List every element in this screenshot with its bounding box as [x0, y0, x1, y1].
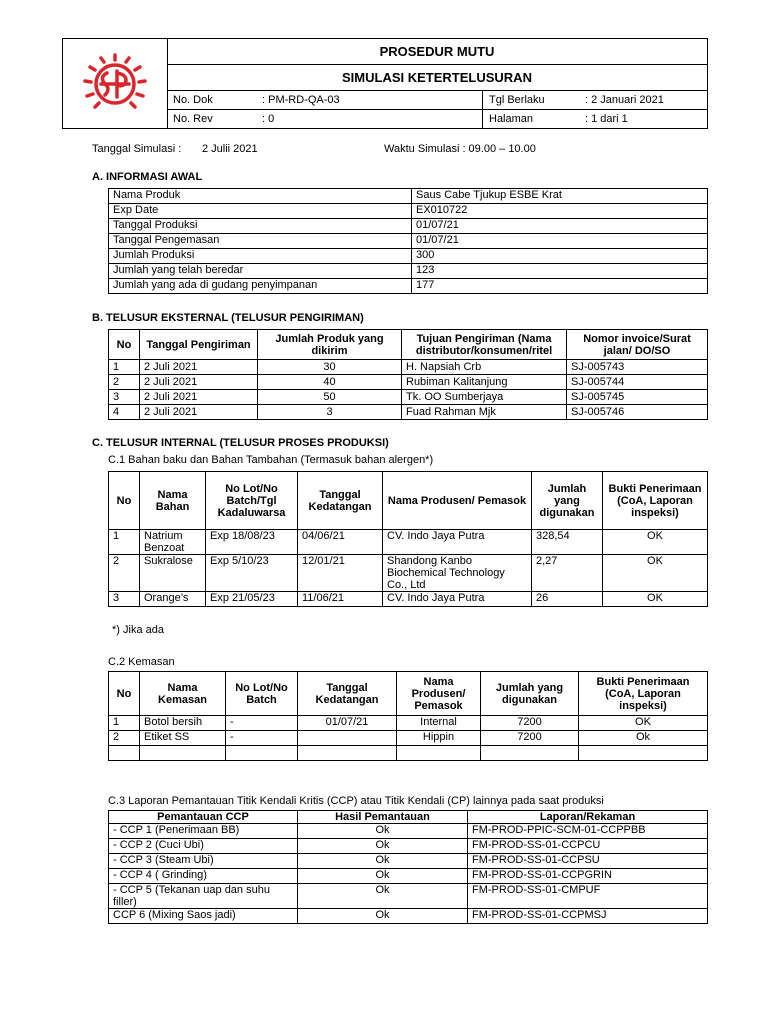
table-cell: Ok [298, 839, 468, 854]
meta-row-1 [167, 91, 707, 110]
section-b-title: B. TELUSUR EKSTERNAL (TELUSUR PENGIRIMAN) [92, 312, 364, 324]
table-cell: 11/06/21 [298, 592, 383, 607]
column-header: Nama Produsen/ Pemasok [397, 672, 481, 716]
table-cell: 3 [109, 592, 140, 607]
table-cell: Tanggal Produksi [109, 219, 412, 234]
table-cell: - [226, 731, 298, 746]
table-cell: Tk. OO Sumberjaya [402, 390, 567, 405]
initial-info-table [108, 188, 708, 294]
table-cell: EX010722 [412, 204, 708, 219]
table-cell: - CCP 3 (Steam Ubi) [109, 854, 298, 869]
table-cell: 2 Juli 2021 [140, 375, 258, 390]
table-cell: FM-PROD-SS-01-CCPCU [468, 839, 708, 854]
table-cell [109, 746, 140, 761]
table-cell: - CCP 1 (Penerimaan BB) [109, 824, 298, 839]
column-header: Jumlah Produk yang dikirim [258, 330, 402, 360]
table-cell: FM-PROD-PPIC-SCM-01-CCPPBB [468, 824, 708, 839]
table-row [109, 405, 708, 420]
table-cell: FM-PROD-SS-01-CCPMSJ [468, 909, 708, 924]
table-cell: SJ-005746 [567, 405, 708, 420]
document-subtitle: SIMULASI KETERTELUSURAN [167, 65, 707, 91]
table-row [109, 264, 708, 279]
table-row [109, 204, 708, 219]
table-row [109, 716, 708, 731]
c2-title: C.2 Kemasan [108, 656, 175, 668]
column-header: Bukti Penerimaan (CoA, Laporan inspeksi) [603, 472, 708, 530]
table-cell: CCP 6 (Mixing Saos jadi) [109, 909, 298, 924]
table-cell: Fuad Rahman Mjk [402, 405, 567, 420]
simulation-time: Waktu Simulasi : 09.00 – 10.00 [384, 143, 536, 155]
section-a-title: A. INFORMASI AWAL [92, 171, 203, 183]
table-cell: 01/07/21 [412, 234, 708, 249]
column-header: Pemantauan CCP [109, 811, 298, 824]
table-row [109, 555, 708, 592]
table-cell: Ok [298, 869, 468, 884]
no-rev-value: : 0 [262, 113, 275, 125]
table-cell: CV. Indo Jaya Putra [383, 592, 532, 607]
table-cell: Botol bersih [140, 716, 226, 731]
table-cell: 7200 [481, 716, 579, 731]
table-cell [298, 731, 397, 746]
simulation-date-value: 2 Julii 2021 [202, 143, 258, 155]
table-cell: Exp 18/08/23 [206, 530, 298, 555]
table-cell: 7200 [481, 731, 579, 746]
table-cell: SJ-005745 [567, 390, 708, 405]
column-header: No [109, 672, 140, 716]
table-row [109, 360, 708, 375]
table-cell: 4 [109, 405, 140, 420]
table-cell: Exp 5/10/23 [206, 555, 298, 592]
table-cell: - CCP 2 (Cuci Ubi) [109, 839, 298, 854]
table-cell: - CCP 4 ( Grinding) [109, 869, 298, 884]
table-cell: 2 [109, 555, 140, 592]
table-cell: 01/07/21 [298, 716, 397, 731]
column-header: No [109, 330, 140, 360]
table-cell: 2 Juli 2021 [140, 390, 258, 405]
halaman-value: : 1 dari 1 [585, 113, 628, 125]
table-cell: Hippin [397, 731, 481, 746]
table-row [109, 375, 708, 390]
table-cell: Natrium Benzoat [140, 530, 206, 555]
c3-title: C.3 Laporan Pemantauan Titik Kendali Kritis (CCP) atau Titik Kendali (CP) lainnya pada saat produksi [108, 795, 604, 807]
column-header: No Lot/No Batch/Tgl Kadaluwarsa [206, 472, 298, 530]
table-cell: Sukralose [140, 555, 206, 592]
table-cell: FM-PROD-SS-01-CCPGRIN [468, 869, 708, 884]
table-cell: SJ-005743 [567, 360, 708, 375]
table-cell: 26 [532, 592, 603, 607]
table-row [109, 854, 708, 869]
table-cell [579, 746, 708, 761]
table-cell: 1 [109, 360, 140, 375]
c1-note: *) Jika ada [112, 624, 164, 636]
no-dok-label: No. Dok [173, 94, 213, 106]
table-cell: Nama Produk [109, 189, 412, 204]
table-row [109, 731, 708, 746]
column-header: Tanggal Pengiriman [140, 330, 258, 360]
table-row [109, 390, 708, 405]
table-cell: OK [579, 716, 708, 731]
table-cell: Internal [397, 716, 481, 731]
table-cell: 123 [412, 264, 708, 279]
section-c-title: C. TELUSUR INTERNAL (TELUSUR PROSES PRODUKSI) [92, 437, 389, 449]
document-title: PROSEDUR MUTU [167, 39, 707, 65]
table-cell: FM-PROD-SS-01-CMPUF [468, 884, 708, 909]
table-cell: Jumlah yang ada di gudang penyimpanan [109, 279, 412, 294]
column-header: Tanggal Kedatangan [298, 472, 383, 530]
table-row [109, 530, 708, 555]
table-cell [140, 746, 226, 761]
table-cell: 2 [109, 375, 140, 390]
table-row [109, 746, 708, 761]
column-header: Laporan/Rekaman [468, 811, 708, 824]
table-cell: SJ-005744 [567, 375, 708, 390]
table-cell: 2 [109, 731, 140, 746]
table-cell: FM-PROD-SS-01-CCPSU [468, 854, 708, 869]
table-cell: Saus Cabe Tjukup ESBE Krat [412, 189, 708, 204]
table-cell: 3 [258, 405, 402, 420]
table-cell: OK [603, 530, 708, 555]
table-row [109, 824, 708, 839]
table-cell [481, 746, 579, 761]
table-cell: - CCP 5 (Tekanan uap dan suhu filler) [109, 884, 298, 909]
table-cell: 30 [258, 360, 402, 375]
table-cell: Orange’s [140, 592, 206, 607]
column-header: Tanggal Kedatangan [298, 672, 397, 716]
table-cell [226, 746, 298, 761]
tgl-berlaku-label: Tgl Berlaku [489, 94, 545, 106]
table-cell: Ok [298, 909, 468, 924]
table-cell: Shandong Kanbo Biochemical Technology Co., Ltd [383, 555, 532, 592]
table-row [109, 249, 708, 264]
tgl-berlaku-value: : 2 Januari 2021 [585, 94, 664, 106]
table-row [109, 909, 708, 924]
column-header: No [109, 472, 140, 530]
table-cell: Etiket SS [140, 731, 226, 746]
table-row [109, 189, 708, 204]
column-header: Nama Bahan [140, 472, 206, 530]
table-cell: Ok [298, 884, 468, 909]
column-header: Nama Produsen/ Pemasok [383, 472, 532, 530]
table-cell: CV. Indo Jaya Putra [383, 530, 532, 555]
column-header: Tujuan Pengiriman (Nama distributor/konsumen/ritel [402, 330, 567, 360]
raw-material-table [108, 471, 708, 607]
table-cell: 2 Juli 2021 [140, 360, 258, 375]
table-cell [298, 746, 397, 761]
table-row [109, 592, 708, 607]
logo-cell [63, 39, 168, 128]
table-cell: 177 [412, 279, 708, 294]
table-cell: Tanggal Pengemasan [109, 234, 412, 249]
table-cell: 1 [109, 716, 140, 731]
company-logo [77, 51, 153, 117]
table-cell: 2,27 [532, 555, 603, 592]
table-cell: Ok [579, 731, 708, 746]
table-cell: OK [603, 592, 708, 607]
ccp-monitoring-table [108, 810, 708, 924]
table-row [109, 279, 708, 294]
table-cell: Exp Date [109, 204, 412, 219]
table-cell: 50 [258, 390, 402, 405]
table-row [109, 219, 708, 234]
column-header: No Lot/No Batch [226, 672, 298, 716]
table-row [109, 839, 708, 854]
table-cell: Exp 21/05/23 [206, 592, 298, 607]
table-cell: Ok [298, 824, 468, 839]
packaging-table [108, 671, 708, 761]
halaman-label: Halaman [489, 113, 534, 125]
table-cell: H. Napsiah Crb [402, 360, 567, 375]
external-trace-table [108, 329, 708, 420]
table-cell: 01/07/21 [412, 219, 708, 234]
column-header: Jumlah yang digunakan [481, 672, 579, 716]
column-header: Jumlah yang digunakan [532, 472, 603, 530]
column-header: Hasil Pemantauan [298, 811, 468, 824]
table-cell: 300 [412, 249, 708, 264]
table-cell: 40 [258, 375, 402, 390]
table-cell: 328,54 [532, 530, 603, 555]
no-rev-label: No. Rev [173, 113, 213, 125]
table-cell: 3 [109, 390, 140, 405]
c1-title: C.1 Bahan baku dan Bahan Tambahan (Termasuk bahan alergen*) [108, 454, 434, 466]
table-row [109, 869, 708, 884]
table-cell [397, 746, 481, 761]
column-header: Nama Kemasan [140, 672, 226, 716]
table-row [109, 884, 708, 909]
table-cell: Rubiman Kalitanjung [402, 375, 567, 390]
table-cell: Jumlah Produksi [109, 249, 412, 264]
no-dok-value: : PM-RD-QA-03 [262, 94, 340, 106]
table-cell: OK [603, 555, 708, 592]
table-cell: Ok [298, 854, 468, 869]
table-cell: - [226, 716, 298, 731]
table-cell: 04/06/21 [298, 530, 383, 555]
table-cell: Jumlah yang telah beredar [109, 264, 412, 279]
table-cell: 12/01/21 [298, 555, 383, 592]
simulation-date-label: Tanggal Simulasi : [92, 143, 182, 155]
table-row [109, 234, 708, 249]
column-header: Nomor invoice/Surat jalan/ DO/SO [567, 330, 708, 360]
column-header: Bukti Penerimaan (CoA, Laporan inspeksi) [579, 672, 708, 716]
document-header [62, 38, 708, 129]
meta-row-2 [167, 110, 707, 128]
table-cell: 2 Juli 2021 [140, 405, 258, 420]
table-cell: 1 [109, 530, 140, 555]
